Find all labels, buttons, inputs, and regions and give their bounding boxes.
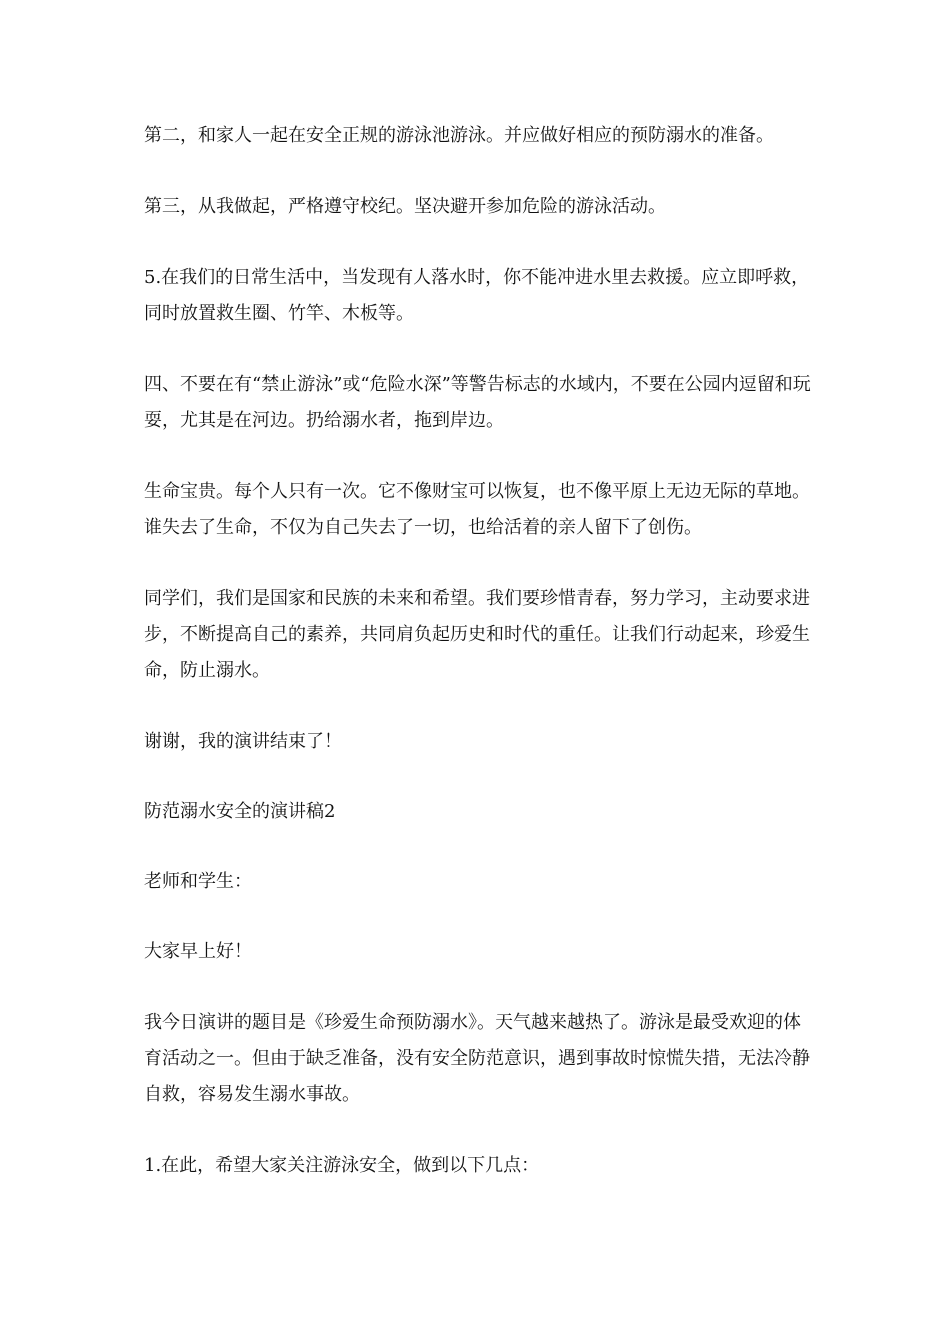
paragraph-3: 5.在我们的日常生活中，当发现有人落水时，你不能冲进水里去救援。应立即呼救，同时放置救生圈、竹竿、木板等。: [144, 267, 810, 324]
salutation: 老师和学生：: [144, 871, 252, 892]
document-body: [144, 118, 814, 1219]
paragraph-5: 生命宝贵。每个人只有一次。它不像财宝可以恢复，也不像平原上无边无际的草地。谁失去了生命，不仅为自己失去了一切，也给活着的亲人留下了创伤。: [144, 481, 810, 538]
paragraph-4: 四、不要在有“禁止游泳”或“危险水深”等警告标志的水域内，不要在公园内逗留和玩耍，尤其是在河边。扔给溺水者，拖到岸边。: [144, 374, 811, 431]
paragraph-2: 第三，从我做起，严格遵守校纪。坚决避开参加危险的游泳活动。: [144, 196, 666, 217]
paragraph-6: 同学们，我们是国家和民族的未来和希望。我们要珍惜青春，努力学习，主动要求进步，不断提高自己的素养，共同肩负起历史和时代的重任。让我们行动起来，珍爱生命，防止溺水。: [144, 588, 810, 681]
greeting: 大家早上好！: [144, 941, 252, 962]
paragraph-1: 第二，和家人一起在安全正规的游泳池游泳。并应做好相应的预防溺水的准备。: [144, 125, 774, 146]
closing-line: 谢谢，我的演讲结束了！: [144, 731, 342, 752]
section-title: 防范溺水安全的演讲稿2: [144, 801, 336, 822]
paragraph-12: 1.在此，希望大家关注游泳安全，做到以下几点：: [144, 1155, 540, 1176]
paragraph-11: 我今日演讲的题目是《珍爱生命预防溺水》。天气越来越热了。游泳是最受欢迎的体育活动之一。但由于缺乏准备，没有安全防范意识，遇到事故时惊慌失措，无法冷静自救，容易发生溺水事故。: [144, 1012, 810, 1105]
